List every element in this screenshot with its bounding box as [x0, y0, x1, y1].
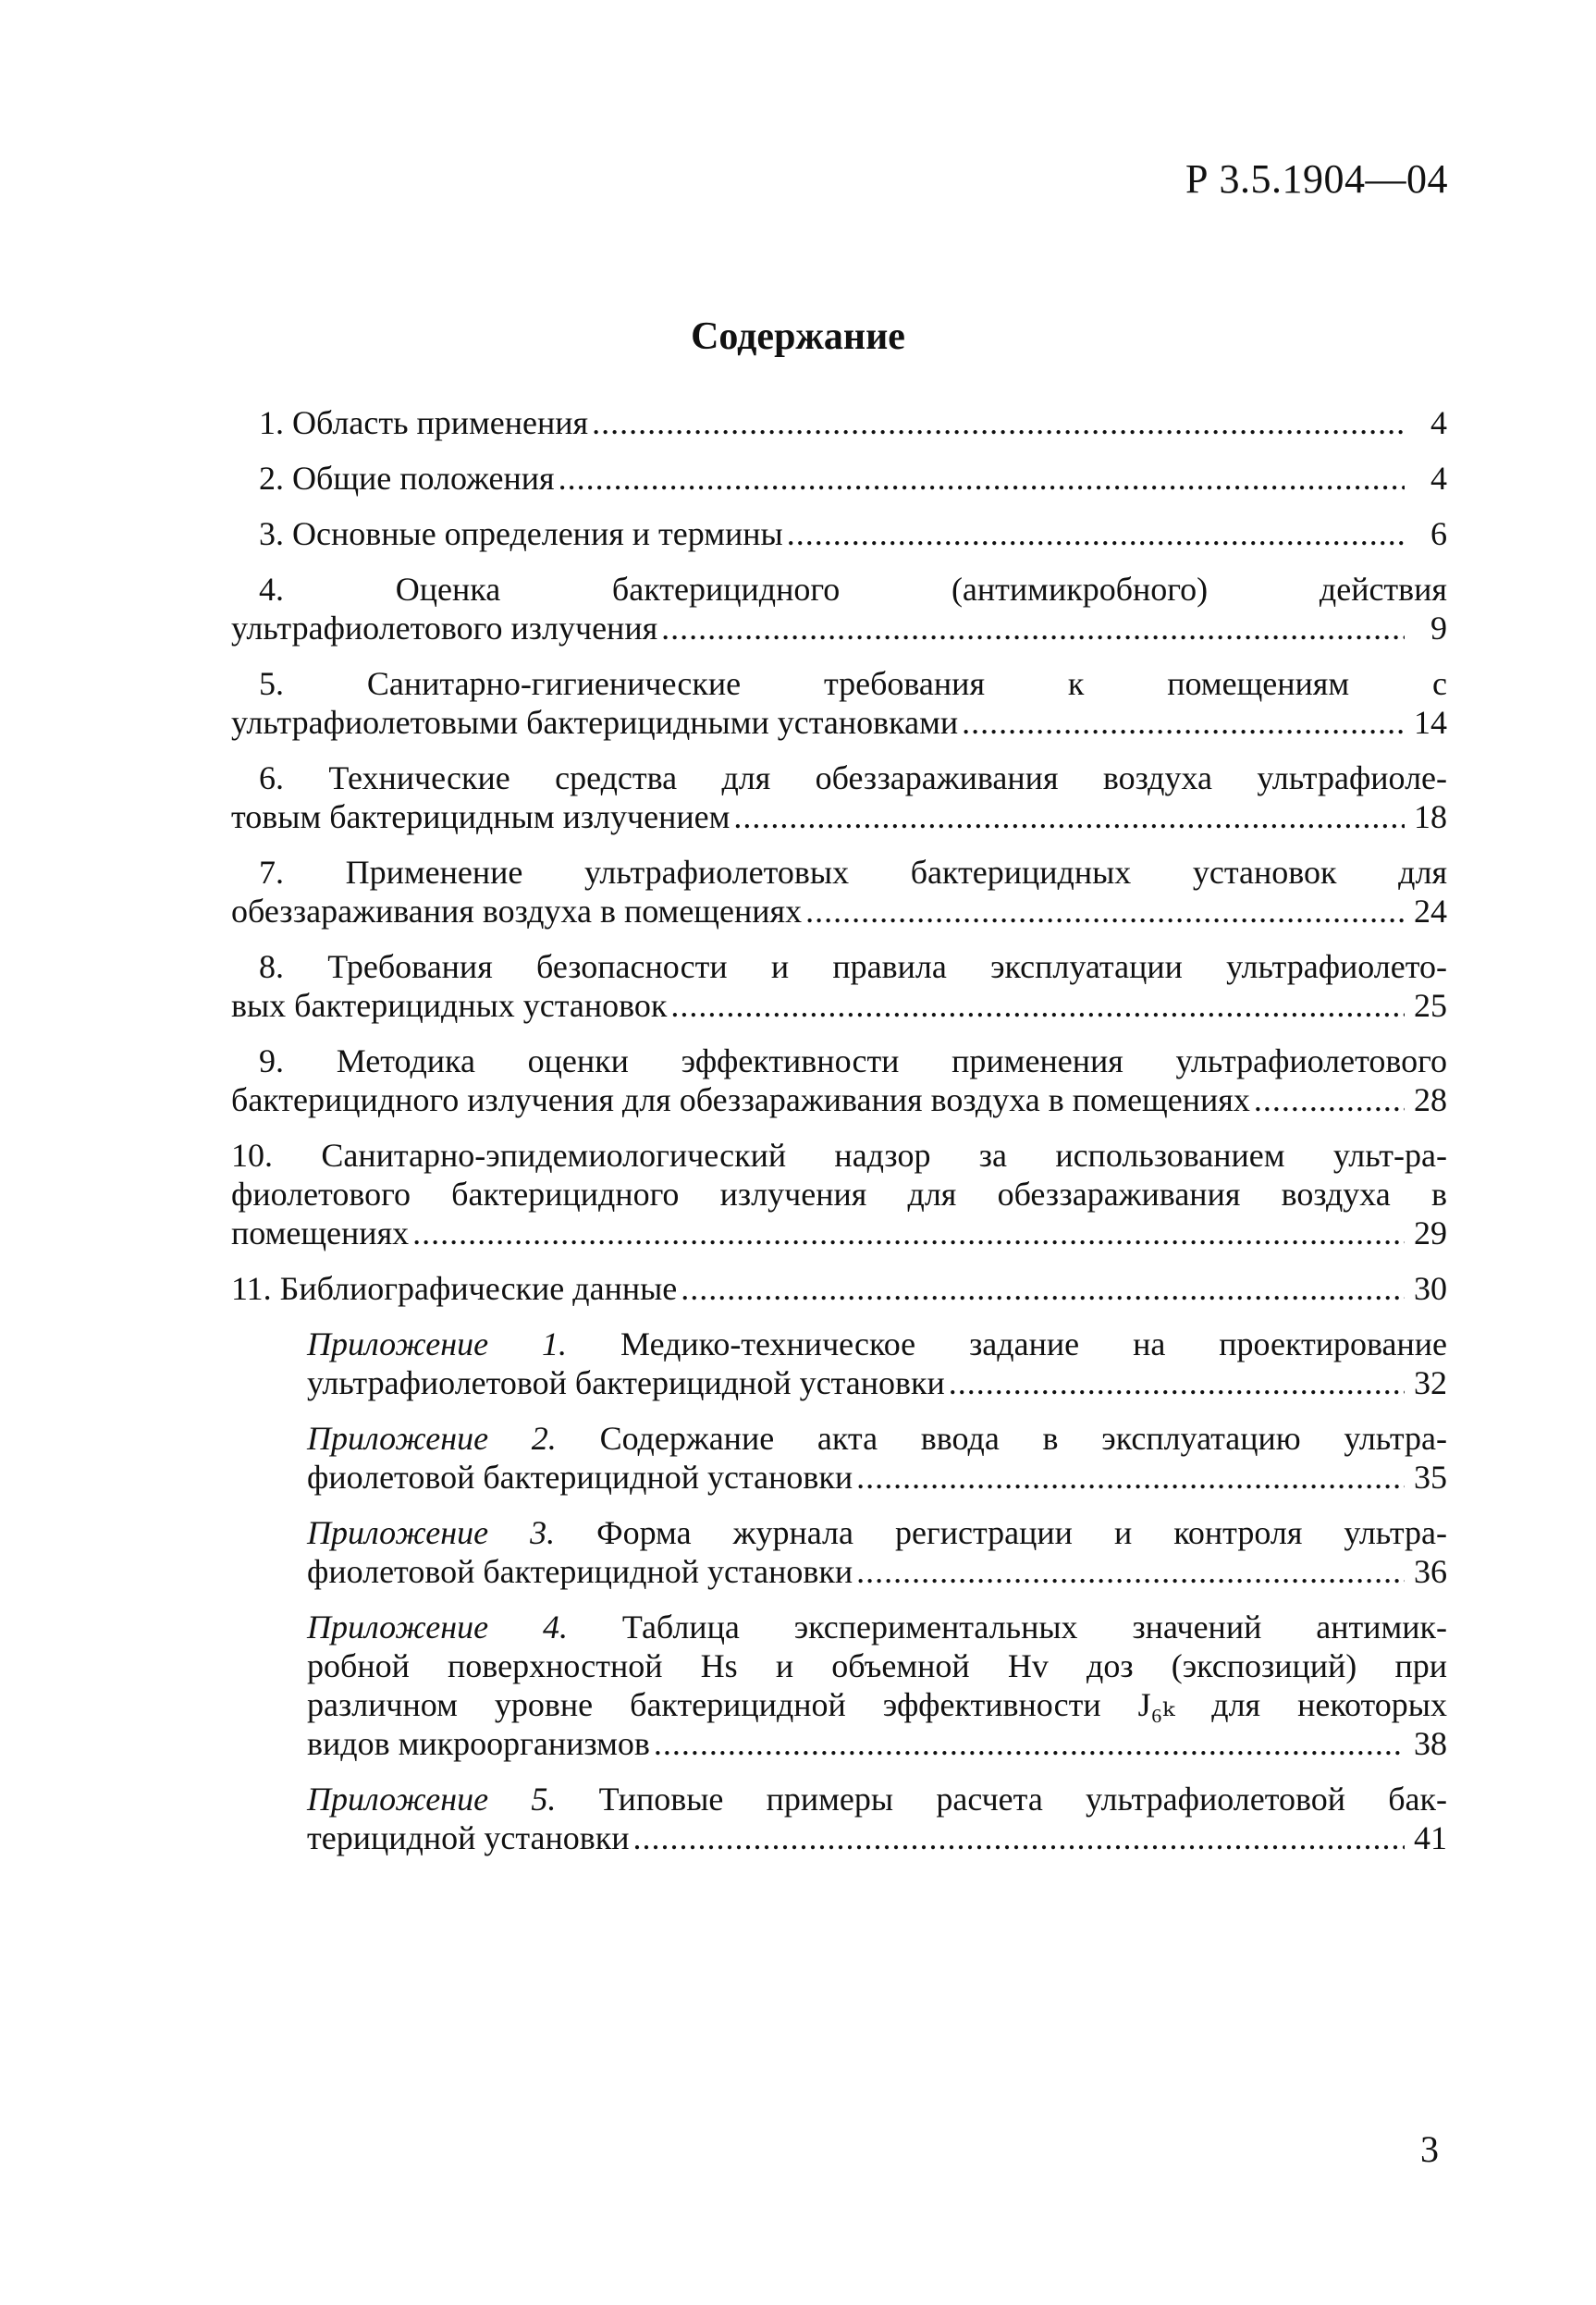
dot-leader	[733, 797, 1405, 836]
toc-entry-text-line	[231, 853, 1447, 892]
toc-entry-number: 2.	[259, 460, 284, 497]
toc-page-number: 36	[1414, 1553, 1447, 1590]
toc-entry-text-line	[307, 1608, 1447, 1646]
toc-entry-last-line	[231, 514, 1447, 553]
dot-leader	[856, 1552, 1405, 1591]
toc-entry-last-line	[307, 1818, 1447, 1857]
toc-entry[interactable]	[231, 403, 1447, 442]
toc-entry[interactable]	[231, 853, 1447, 931]
dot-leader	[412, 1214, 1405, 1252]
toc-entry-text-line	[231, 1136, 1447, 1175]
toc-entry[interactable]	[231, 1042, 1447, 1119]
toc-entry-title: вых бактерицидных установок	[231, 987, 668, 1024]
toc-entry-last-line	[231, 609, 1447, 647]
toc-page-number: 28	[1414, 1081, 1447, 1118]
toc-entry-last-line	[231, 459, 1447, 498]
toc-page-number: 18	[1414, 798, 1447, 835]
toc-appendix-entry[interactable]	[231, 1780, 1447, 1857]
dot-leader	[654, 1724, 1405, 1763]
document-code: Р 3.5.1904—04	[1185, 156, 1448, 202]
toc-entry-text: Методика оценки эффективности применения ультрафиолетового	[336, 1042, 1448, 1079]
toc-entry-last-line	[231, 986, 1447, 1025]
toc-entry-text: Требования безопасности и правила эксплуатации ультрафиолето-	[327, 948, 1448, 985]
toc-entry-text: Санитарно-эпидемиологический надзор за использованием ульт-ра-	[321, 1137, 1447, 1174]
toc-appendix-entry[interactable]	[231, 1325, 1447, 1402]
toc-entry[interactable]	[231, 570, 1447, 647]
toc-page-number: 30	[1414, 1270, 1447, 1307]
toc-entry-text-line	[231, 664, 1447, 703]
toc-entry-number: 6.	[259, 759, 284, 796]
toc-entry-text: Содержание акта ввода в эксплуатацию ультра-	[599, 1420, 1447, 1457]
toc-entry-text-line	[231, 1042, 1447, 1080]
toc-entry-title: ультрафиолетовыми бактерицидными установками	[231, 704, 959, 741]
toc-entry-title: бактерицидного излучения для обеззараживания воздуха в помещениях	[231, 1081, 1250, 1118]
dot-leader	[681, 1269, 1405, 1308]
toc-page-number: 24	[1414, 893, 1447, 930]
toc-entry-title: Библиографические данные	[279, 1270, 678, 1307]
toc-entry-last-line	[231, 1080, 1447, 1119]
toc-page-number: 38	[1414, 1725, 1447, 1762]
dot-leader	[962, 703, 1405, 742]
toc-entry-text: Технические средства для обеззараживания воздуха ультрафиоле-	[328, 759, 1447, 796]
toc-entry-title: помещениях	[231, 1214, 410, 1251]
toc-entry[interactable]	[231, 758, 1447, 836]
toc-entry-text: робной поверхностной Hs и объемной Hv доз (экспозиций) при	[307, 1647, 1447, 1684]
dot-leader	[670, 986, 1405, 1025]
toc-entry-last-line	[307, 1552, 1447, 1591]
toc-entry-number: 9.	[259, 1042, 284, 1079]
toc-entry-text-line	[307, 1513, 1447, 1552]
toc-entry-last-line	[231, 703, 1447, 742]
dot-leader	[949, 1363, 1405, 1402]
toc-page-number: 9	[1430, 610, 1447, 647]
toc-page-number: 4	[1430, 460, 1447, 497]
toc-entry-last-line	[231, 797, 1447, 836]
toc-entry-text-line	[307, 1325, 1447, 1363]
toc-entry-last-line	[307, 1363, 1447, 1402]
toc-entry-text: Форма журнала регистрации и контроля ультра-	[596, 1514, 1447, 1551]
toc-entry-title: ультрафиолетовой бактерицидной установки	[307, 1364, 945, 1401]
toc-entry-text: различном уровне бактерицидной эффективности J₆ₖ для некоторых	[307, 1686, 1447, 1723]
toc-page-number: 35	[1414, 1459, 1447, 1496]
toc-entry-text-line	[307, 1685, 1447, 1724]
toc-entry-text: Типовые примеры расчета ультрафиолетовой бак-	[598, 1781, 1447, 1818]
toc-entry-title: видов микроорганизмов	[307, 1725, 650, 1762]
toc-entry-title: ультрафиолетового излучения	[231, 610, 658, 647]
dot-leader	[592, 403, 1405, 442]
toc-entry-number: 4.	[259, 571, 284, 608]
toc-entry-last-line	[231, 403, 1447, 442]
toc-appendix-entry[interactable]	[231, 1608, 1447, 1763]
toc-page-number: 41	[1414, 1819, 1447, 1856]
toc-entry-text-line	[307, 1780, 1447, 1818]
toc-entry[interactable]	[231, 664, 1447, 742]
toc-entry-title: Основные определения и термины	[292, 515, 783, 552]
dot-leader	[1254, 1080, 1405, 1119]
appendix-label: Приложение 1.	[307, 1325, 568, 1362]
toc-entry[interactable]	[231, 947, 1447, 1025]
toc-entry-text: Применение ультрафиолетовых бактерицидных установок для	[345, 854, 1448, 891]
toc-entry[interactable]	[231, 1269, 1447, 1308]
toc-entry[interactable]	[231, 514, 1447, 553]
toc-entry-number: 5.	[259, 665, 284, 702]
table-of-contents	[231, 403, 1447, 1874]
toc-entry-number: 1.	[259, 404, 284, 441]
appendix-label: Приложение 3.	[307, 1514, 556, 1551]
toc-entry-text-line	[231, 1175, 1447, 1214]
toc-entry-text-line	[231, 758, 1447, 797]
toc-entry-text-line	[307, 1646, 1447, 1685]
toc-appendix-entry[interactable]	[231, 1419, 1447, 1497]
toc-entry-number: 7.	[259, 854, 284, 891]
toc-entry-text: фиолетового бактерицидного излучения для обеззараживания воздуха в	[231, 1176, 1447, 1213]
toc-entry-text: Санитарно-гигиенические требования к помещениям с	[366, 665, 1447, 702]
toc-entry[interactable]	[231, 459, 1447, 498]
dot-leader	[805, 892, 1405, 931]
toc-entry-title: фиолетовой бактерицидной установки	[307, 1553, 853, 1590]
toc-entry-last-line	[231, 1269, 1447, 1308]
dot-leader	[787, 514, 1405, 553]
toc-entry-title: фиолетовой бактерицидной установки	[307, 1459, 853, 1496]
toc-entry[interactable]	[231, 1136, 1447, 1252]
page-number: 3	[1420, 2128, 1439, 2170]
toc-entry-title: товым бактерицидным излучением	[231, 798, 730, 835]
dot-leader	[559, 459, 1405, 498]
dot-leader	[633, 1818, 1405, 1857]
toc-entry-text: Таблица экспериментальных значений антимик-	[621, 1609, 1447, 1646]
toc-appendix-entry[interactable]	[231, 1513, 1447, 1591]
appendix-label: Приложение 2.	[307, 1420, 557, 1457]
dot-leader	[661, 609, 1405, 647]
toc-page-number: 29	[1414, 1214, 1447, 1251]
dot-leader	[856, 1458, 1405, 1497]
toc-entry-last-line	[231, 1214, 1447, 1252]
toc-entry-last-line	[307, 1458, 1447, 1497]
toc-entry-text-line	[231, 570, 1447, 609]
toc-page-number: 14	[1414, 704, 1447, 741]
toc-entry-number: 10.	[231, 1137, 273, 1174]
page-title: Содержание	[691, 315, 905, 358]
toc-page-number: 6	[1430, 515, 1447, 552]
toc-page-number: 25	[1414, 987, 1447, 1024]
toc-entry-number: 8.	[259, 948, 284, 985]
toc-entry-text-line	[307, 1419, 1447, 1458]
toc-entry-text-line	[231, 947, 1447, 986]
appendix-label: Приложение 4.	[307, 1609, 568, 1646]
toc-entry-last-line	[307, 1724, 1447, 1763]
toc-entry-number: 11.	[231, 1270, 272, 1307]
toc-entry-text: Оценка бактерицидного (антимикробного) действия	[395, 571, 1447, 608]
toc-page-number: 32	[1414, 1364, 1447, 1401]
toc-entry-number: 3.	[259, 515, 284, 552]
toc-entry-last-line	[231, 892, 1447, 931]
toc-entry-text: Медико-техническое задание на проектирование	[620, 1325, 1447, 1362]
toc-entry-title: Общие положения	[292, 460, 555, 497]
toc-entry-title: терицидной установки	[307, 1819, 630, 1856]
toc-page-number: 4	[1430, 404, 1447, 441]
toc-entry-title: Область применения	[292, 404, 589, 441]
toc-entry-title: обеззараживания воздуха в помещениях	[231, 893, 803, 930]
appendix-label: Приложение 5.	[307, 1781, 557, 1818]
